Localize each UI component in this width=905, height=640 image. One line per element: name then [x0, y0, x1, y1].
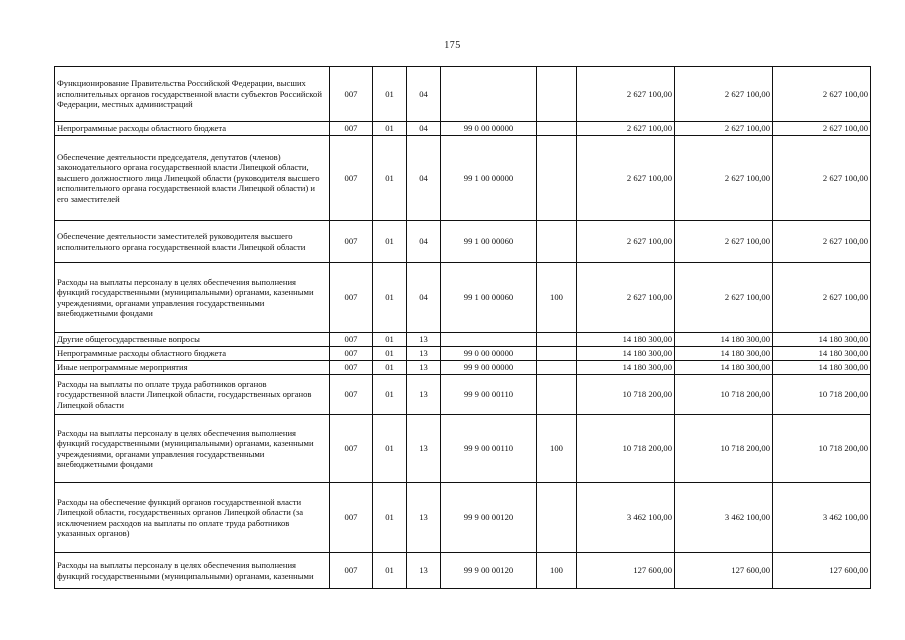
- row-admin: 007: [330, 553, 373, 589]
- table-row: [55, 361, 871, 375]
- row-name: Обеспечение деятельности председателя, депутатов (членов) законодательного органа государственной власти Липецкой области, высшего должностного лица Липецкой области (руководителя высшего исполнительного органа государственной власти Липецкой области) и его заместителей: [55, 136, 330, 221]
- row-subsection: 04: [407, 122, 441, 136]
- row-section: 01: [373, 333, 407, 347]
- row-section: 01: [373, 483, 407, 553]
- row-name: Функционирование Правительства Российской Федерации, высших исполнительных органов государственной власти субъектов Российской Федерации, местных администраций: [55, 67, 330, 122]
- table-row: [55, 67, 871, 122]
- row-name: Обеспечение деятельности заместителей руководителя высшего исполнительного органа государственной власти Липецкой области: [55, 221, 330, 263]
- row-section: 01: [373, 375, 407, 415]
- row-expense-type: 100: [537, 415, 577, 483]
- row-admin: 007: [330, 333, 373, 347]
- row-sum-1: 14 180 300,00: [577, 361, 675, 375]
- table-row: [55, 347, 871, 361]
- row-expense-type: [537, 361, 577, 375]
- row-sum-2: 2 627 100,00: [675, 136, 773, 221]
- row-expense-type: [537, 122, 577, 136]
- table-row: [55, 415, 871, 483]
- row-subsection: 04: [407, 136, 441, 221]
- row-name: Расходы на выплаты персоналу в целях обеспечения выполнения функций государственными (муниципальными) органами, казенными учреждениями, органами управления государственными внебюджетными фондами: [55, 263, 330, 333]
- row-section: 01: [373, 221, 407, 263]
- row-target: 99 9 00 00120: [441, 483, 537, 553]
- row-admin: 007: [330, 136, 373, 221]
- table-row: [55, 333, 871, 347]
- row-section: 01: [373, 122, 407, 136]
- row-name: Иные непрограммные мероприятия: [55, 361, 330, 375]
- row-subsection: 13: [407, 361, 441, 375]
- row-target: 99 9 00 00000: [441, 361, 537, 375]
- row-target: 99 9 00 00110: [441, 415, 537, 483]
- row-name: Расходы на выплаты персоналу в целях обеспечения выполнения функций государственными (муниципальными) органами, казенными учреждениями, органами управления государственными внебюджетными фондами: [55, 415, 330, 483]
- row-sum-1: 2 627 100,00: [577, 263, 675, 333]
- row-subsection: 13: [407, 347, 441, 361]
- row-name: Расходы на выплаты по оплате труда работников органов государственной власти Липецкой области, государственных органов Липецкой области: [55, 375, 330, 415]
- row-sum-2: 2 627 100,00: [675, 122, 773, 136]
- row-section: 01: [373, 136, 407, 221]
- table-row: [55, 136, 871, 221]
- row-section: 01: [373, 361, 407, 375]
- row-subsection: 04: [407, 221, 441, 263]
- row-sum-1: 2 627 100,00: [577, 67, 675, 122]
- row-expense-type: [537, 347, 577, 361]
- row-admin: 007: [330, 483, 373, 553]
- row-subsection: 04: [407, 67, 441, 122]
- row-sum-3: 3 462 100,00: [773, 483, 871, 553]
- row-sum-2: 2 627 100,00: [675, 263, 773, 333]
- row-sum-1: 3 462 100,00: [577, 483, 675, 553]
- row-sum-2: 2 627 100,00: [675, 67, 773, 122]
- row-subsection: 13: [407, 375, 441, 415]
- row-sum-1: 2 627 100,00: [577, 136, 675, 221]
- row-target: [441, 67, 537, 122]
- row-sum-1: 10 718 200,00: [577, 375, 675, 415]
- row-target: [441, 333, 537, 347]
- row-target: 99 0 00 00000: [441, 347, 537, 361]
- row-section: 01: [373, 67, 407, 122]
- row-expense-type: [537, 136, 577, 221]
- row-expense-type: [537, 483, 577, 553]
- row-sum-3: 2 627 100,00: [773, 136, 871, 221]
- row-sum-2: 14 180 300,00: [675, 347, 773, 361]
- row-sum-3: 14 180 300,00: [773, 347, 871, 361]
- table-row: [55, 122, 871, 136]
- row-admin: 007: [330, 415, 373, 483]
- row-subsection: 13: [407, 415, 441, 483]
- row-sum-3: 2 627 100,00: [773, 67, 871, 122]
- row-section: 01: [373, 347, 407, 361]
- row-name: Расходы на обеспечение функций органов государственной власти Липецкой области, государственных органов Липецкой области (за исключением расходов на выплаты по оплате труда работников указанных органов): [55, 483, 330, 553]
- row-sum-3: 10 718 200,00: [773, 415, 871, 483]
- row-section: 01: [373, 263, 407, 333]
- row-sum-1: 2 627 100,00: [577, 122, 675, 136]
- row-sum-2: 10 718 200,00: [675, 415, 773, 483]
- row-sum-2: 10 718 200,00: [675, 375, 773, 415]
- row-sum-1: 14 180 300,00: [577, 347, 675, 361]
- row-name: Непрограммные расходы областного бюджета: [55, 347, 330, 361]
- row-name: Другие общегосударственные вопросы: [55, 333, 330, 347]
- row-sum-3: 2 627 100,00: [773, 221, 871, 263]
- table-row: [55, 263, 871, 333]
- row-section: 01: [373, 415, 407, 483]
- row-target: 99 9 00 00110: [441, 375, 537, 415]
- row-admin: 007: [330, 122, 373, 136]
- row-sum-1: 127 600,00: [577, 553, 675, 589]
- row-name: Непрограммные расходы областного бюджета: [55, 122, 330, 136]
- row-admin: 007: [330, 361, 373, 375]
- row-sum-2: 3 462 100,00: [675, 483, 773, 553]
- row-name: Расходы на выплаты персоналу в целях обеспечения выполнения функций государственными (муниципальными) органами, казенными: [55, 553, 330, 589]
- row-target: 99 9 00 00120: [441, 553, 537, 589]
- table-row: [55, 483, 871, 553]
- row-target: 99 1 00 00060: [441, 263, 537, 333]
- row-section: 01: [373, 553, 407, 589]
- row-admin: 007: [330, 375, 373, 415]
- row-subsection: 13: [407, 483, 441, 553]
- row-sum-2: 14 180 300,00: [675, 333, 773, 347]
- row-sum-2: 2 627 100,00: [675, 221, 773, 263]
- budget-table: [54, 66, 871, 589]
- table-row: [55, 375, 871, 415]
- row-subsection: 13: [407, 333, 441, 347]
- row-sum-1: 10 718 200,00: [577, 415, 675, 483]
- row-expense-type: 100: [537, 263, 577, 333]
- row-subsection: 13: [407, 553, 441, 589]
- row-expense-type: [537, 221, 577, 263]
- row-sum-3: 2 627 100,00: [773, 263, 871, 333]
- table-row: [55, 221, 871, 263]
- row-expense-type: 100: [537, 553, 577, 589]
- row-expense-type: [537, 67, 577, 122]
- row-expense-type: [537, 333, 577, 347]
- row-sum-3: 14 180 300,00: [773, 333, 871, 347]
- row-sum-1: 2 627 100,00: [577, 221, 675, 263]
- table-row: [55, 553, 871, 589]
- row-sum-2: 14 180 300,00: [675, 361, 773, 375]
- row-sum-1: 14 180 300,00: [577, 333, 675, 347]
- row-target: 99 1 00 00060: [441, 221, 537, 263]
- row-target: 99 1 00 00000: [441, 136, 537, 221]
- row-admin: 007: [330, 263, 373, 333]
- row-admin: 007: [330, 221, 373, 263]
- page-number: 175: [444, 40, 461, 51]
- row-target: 99 0 00 00000: [441, 122, 537, 136]
- row-subsection: 04: [407, 263, 441, 333]
- row-sum-3: 127 600,00: [773, 553, 871, 589]
- row-sum-3: 2 627 100,00: [773, 122, 871, 136]
- row-sum-3: 10 718 200,00: [773, 375, 871, 415]
- row-expense-type: [537, 375, 577, 415]
- row-sum-2: 127 600,00: [675, 553, 773, 589]
- row-sum-3: 14 180 300,00: [773, 361, 871, 375]
- row-admin: 007: [330, 347, 373, 361]
- row-admin: 007: [330, 67, 373, 122]
